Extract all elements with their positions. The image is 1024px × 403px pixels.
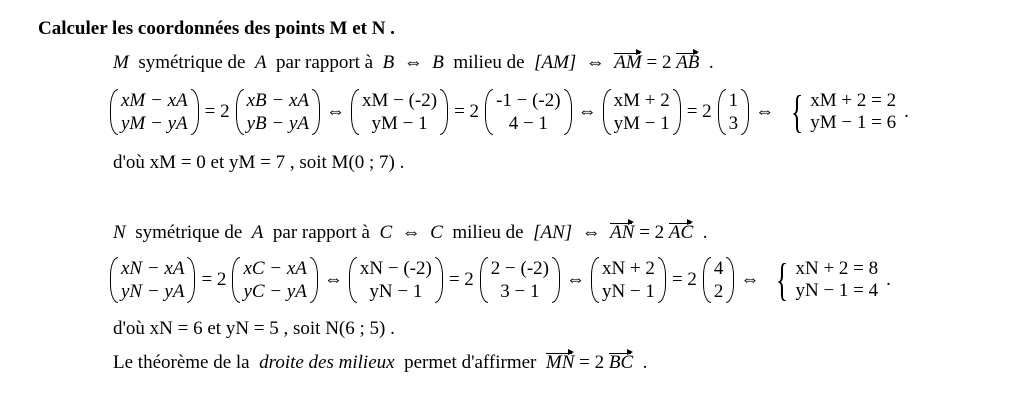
vector-am: AM	[614, 52, 642, 73]
operator: = 2	[671, 269, 697, 290]
matrix: xB − xA yB − yA	[236, 89, 320, 135]
equivalence-symbol: ⇔	[326, 101, 345, 122]
page-title: Calculer les coordonnées des points M et N .	[38, 18, 395, 39]
operator: = 2	[686, 101, 712, 122]
m-intro-text: symétrique de	[138, 52, 246, 73]
matrix: xC − xA yC − yA	[232, 257, 317, 303]
system-brace: {	[791, 86, 804, 137]
equivalence-symbol: ⇔	[755, 101, 775, 122]
conclusion-text: permet d'affirmer	[404, 352, 537, 373]
m-intro-text: .	[708, 52, 714, 73]
conclusion	[113, 352, 647, 374]
m-equation-row	[110, 88, 909, 136]
matrix: xN − xA yN − yA	[110, 257, 195, 303]
m-intro-text: par rapport à	[276, 52, 374, 73]
vector-an: AN	[610, 222, 635, 243]
conclusion-theorem: droite des milieux	[259, 352, 395, 373]
conclusion-text: .	[642, 352, 648, 373]
vector-mn: MN	[545, 352, 575, 373]
n-intro-text: .	[702, 222, 708, 243]
conclusion-text: = 2	[579, 352, 605, 373]
n-intro-text: par rapport à	[272, 222, 370, 243]
equivalence-symbol: ⇔	[323, 269, 343, 290]
m-intro-text: = 2	[646, 52, 672, 73]
n-result: d'où xN = 6 et yN = 5 , soit N(6 ; 5) .	[113, 318, 395, 339]
n-intro-text: C	[430, 222, 443, 243]
conclusion-text: Le théorème de la	[113, 352, 250, 373]
m-intro-text: B	[382, 52, 395, 73]
equation-system: xN + 2 = 8 yN − 1 = 4	[795, 258, 879, 301]
matrix: xN − (-2) yN − 1	[349, 257, 443, 303]
matrix: -1 − (-2) 4 − 1	[485, 89, 572, 135]
m-intro-text: A	[254, 52, 267, 73]
matrix: 4 2	[703, 257, 735, 303]
operator: = 2	[204, 101, 230, 122]
matrix: xN + 2 yN − 1	[591, 257, 666, 303]
m-intro-text: [AM]	[534, 52, 577, 73]
n-intro-text: [AN]	[533, 222, 573, 243]
equivalence-symbol: ⇔	[740, 269, 760, 290]
equivalence-symbol: ⇔	[566, 269, 585, 290]
equation-system: xM + 2 = 2 yM − 1 = 6	[810, 90, 897, 133]
matrix: xM − xA yM − yA	[110, 89, 199, 135]
matrix: xM + 2 yM − 1	[603, 89, 681, 135]
m-result: d'où xM = 0 et yM = 7 , soit M(0 ; 7) .	[113, 152, 405, 173]
m-intro-text: B	[432, 52, 444, 73]
operator: = 2	[448, 269, 474, 290]
n-intro-text: = 2	[639, 222, 665, 243]
operator: = 2	[201, 269, 227, 290]
m-intro-text: milieu de	[453, 52, 525, 73]
matrix: 1 3	[718, 89, 750, 135]
n-intro-text: symétrique de	[135, 222, 243, 243]
matrix: xM − (-2) yM − 1	[351, 89, 448, 135]
matrix: 2 − (-2) 3 − 1	[480, 257, 560, 303]
n-intro-text: C	[379, 222, 393, 243]
equivalence-symbol: ⇔	[585, 52, 605, 73]
m-intro-text: M	[113, 52, 129, 73]
m-intro	[113, 52, 714, 74]
system-brace: {	[776, 254, 789, 305]
equivalence-symbol: ⇔	[577, 101, 597, 122]
vector-bc: BC	[608, 352, 634, 373]
n-intro-text: N	[113, 222, 126, 243]
n-intro-text: A	[251, 222, 264, 243]
vector-ac: AC	[668, 222, 694, 243]
equivalence-symbol: ⇔	[581, 222, 601, 243]
equivalence-symbol: ⇔	[403, 52, 423, 73]
period: .	[904, 101, 909, 122]
n-equation-row	[110, 256, 891, 304]
operator: = 2	[454, 101, 480, 122]
equivalence-symbol: ⇔	[401, 222, 421, 243]
period: .	[886, 269, 891, 290]
n-intro	[113, 222, 707, 244]
vector-ab: AB	[676, 52, 700, 73]
n-intro-text: milieu de	[452, 222, 524, 243]
